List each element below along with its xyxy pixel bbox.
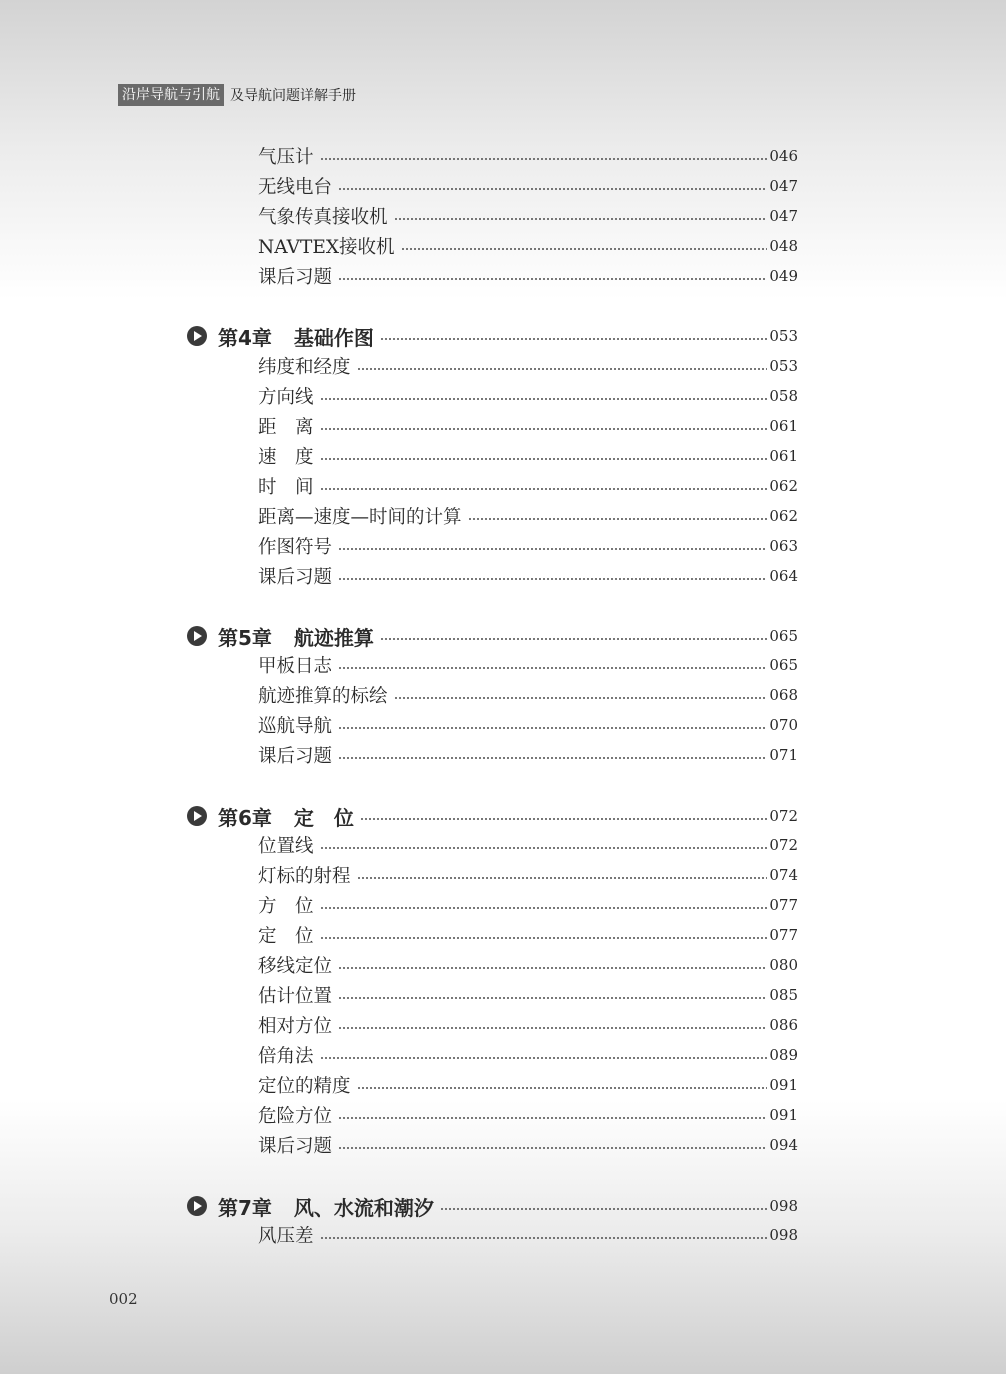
toc-entry[interactable] — [258, 1102, 798, 1128]
toc-entry[interactable] — [258, 922, 798, 948]
toc-entry[interactable] — [258, 982, 798, 1008]
toc-entry-title: 气象传真接收机 — [258, 207, 388, 228]
toc-entry-page: 091 — [769, 1076, 798, 1094]
toc-entry-page: 047 — [769, 177, 798, 195]
toc-entry[interactable] — [258, 862, 798, 888]
chapter-number: 第4章 — [218, 325, 272, 350]
leader-dots — [320, 907, 768, 909]
chapter-page: 065 — [769, 627, 798, 645]
leader-dots — [338, 967, 767, 969]
toc-entry-title: 作图符号 — [258, 537, 333, 558]
toc-entry[interactable] — [258, 503, 798, 529]
chapter-page: 072 — [769, 807, 798, 825]
leader-dots — [320, 398, 768, 400]
toc-entry[interactable] — [258, 173, 798, 199]
toc-entry[interactable] — [258, 203, 798, 229]
leader-dots — [380, 638, 767, 640]
toc-entry[interactable] — [258, 383, 798, 409]
leader-dots — [320, 937, 768, 939]
chapter-number: 第5章 — [218, 625, 272, 650]
toc-entry-page: 077 — [769, 896, 798, 914]
chapter-title: 基础作图 — [293, 325, 374, 350]
toc-entry-title: 课后习题 — [258, 1136, 333, 1157]
toc-entry-title: 无线电台 — [258, 177, 333, 198]
toc-entry-title: 课后习题 — [258, 267, 333, 288]
toc-entry-page: 064 — [769, 567, 798, 585]
play-circle-icon — [187, 806, 207, 826]
leader-dots — [401, 248, 768, 250]
toc-entry[interactable] — [258, 1132, 798, 1158]
toc-entry-title: 时 间 — [258, 477, 314, 498]
chapter-6-heading[interactable] — [187, 803, 798, 829]
toc-entry[interactable] — [258, 652, 798, 678]
leader-dots — [320, 847, 768, 849]
leader-dots — [394, 218, 768, 220]
chapter-5-heading[interactable] — [187, 623, 798, 649]
leader-dots — [320, 1237, 768, 1239]
chapter-page: 098 — [769, 1197, 798, 1215]
toc-entry[interactable] — [258, 952, 798, 978]
toc-entry-title: 课后习题 — [258, 567, 333, 588]
toc-entry-title: 危险方位 — [258, 1106, 333, 1127]
toc-entry-page: 089 — [769, 1046, 798, 1064]
toc-entry-page: 063 — [769, 537, 798, 555]
toc-entry-page: 094 — [769, 1136, 798, 1154]
toc-entry-title: 课后习题 — [258, 746, 333, 767]
leader-dots — [394, 697, 768, 699]
toc-entry-title: 相对方位 — [258, 1016, 333, 1037]
book-subtitle: 及导航问题详解手册 — [230, 88, 356, 104]
toc-entry[interactable] — [258, 1012, 798, 1038]
chapter-number: 第7章 — [218, 1195, 272, 1220]
chapter-number: 第6章 — [218, 805, 272, 830]
chapter-7-heading[interactable] — [187, 1193, 798, 1219]
chapter-page: 053 — [769, 327, 798, 345]
toc-entry-page: 086 — [769, 1016, 798, 1034]
toc-entry-title: 灯标的射程 — [258, 866, 351, 887]
leader-dots — [357, 1087, 768, 1089]
toc-entry-page: 085 — [769, 986, 798, 1004]
toc-entry-title: 巡航导航 — [258, 716, 333, 737]
toc-entry-title: 速 度 — [258, 447, 314, 468]
leader-dots — [338, 727, 767, 729]
toc-entry[interactable] — [258, 143, 798, 169]
toc-entry-title: 移线定位 — [258, 956, 333, 977]
chapter-title: 定 位 — [293, 805, 354, 830]
toc-entry-title: 航迹推算的标绘 — [258, 686, 388, 707]
play-circle-icon — [187, 626, 207, 646]
toc-entry[interactable] — [258, 1072, 798, 1098]
toc-entry[interactable] — [258, 473, 798, 499]
leader-dots — [338, 188, 767, 190]
leader-dots — [440, 1208, 767, 1210]
leader-dots — [320, 428, 768, 430]
toc-entry[interactable] — [258, 263, 798, 289]
toc-entry[interactable] — [258, 533, 798, 559]
play-circle-icon — [187, 1196, 207, 1216]
toc-entry-page: 046 — [769, 147, 798, 165]
toc-entry-page: 048 — [769, 237, 798, 255]
toc-entry-page: 068 — [769, 686, 798, 704]
toc-entry-title: 风压差 — [258, 1226, 314, 1247]
toc-entry-page: 074 — [769, 866, 798, 884]
toc-entry[interactable] — [258, 1222, 798, 1248]
leader-dots — [320, 1057, 768, 1059]
leader-dots — [338, 1117, 767, 1119]
toc-entry-page: 047 — [769, 207, 798, 225]
toc-entry-title: 甲板日志 — [258, 656, 333, 677]
leader-dots — [360, 818, 767, 820]
toc-entry-page: 053 — [769, 357, 798, 375]
toc-entry-page: 065 — [769, 656, 798, 674]
toc-entry-title: 方 位 — [258, 896, 314, 917]
toc-entry[interactable] — [258, 742, 798, 768]
leader-dots — [320, 158, 768, 160]
toc-entry-page: 080 — [769, 956, 798, 974]
chapter-title: 航迹推算 — [293, 625, 374, 650]
toc-entry-title: 纬度和经度 — [258, 357, 351, 378]
toc-entry-page: 070 — [769, 716, 798, 734]
toc-entry-title: 距离—速度—时间的计算 — [258, 507, 462, 528]
toc-entry-page: 049 — [769, 267, 798, 285]
toc-entry[interactable] — [258, 233, 798, 259]
toc-entry-title: 距 离 — [258, 417, 314, 438]
leader-dots — [357, 877, 768, 879]
chapter-4-heading[interactable] — [187, 323, 798, 349]
leader-dots — [357, 368, 768, 370]
toc-entry-title: NAVTEX接收机 — [258, 237, 395, 258]
toc-entry-title: 估计位置 — [258, 986, 333, 1007]
leader-dots — [338, 1147, 767, 1149]
toc-entry[interactable] — [258, 413, 798, 439]
leader-dots — [320, 488, 768, 490]
leader-dots — [338, 1027, 767, 1029]
toc-entry-page: 062 — [769, 477, 798, 495]
toc-entry-page: 058 — [769, 387, 798, 405]
toc-entry[interactable] — [258, 353, 798, 379]
book-title: 沿岸导航与引航 — [118, 84, 224, 106]
leader-dots — [380, 338, 767, 340]
toc-entry-title: 定位的精度 — [258, 1076, 351, 1097]
toc-entry-title: 倍角法 — [258, 1046, 314, 1067]
toc-entry-title: 定 位 — [258, 926, 314, 947]
toc-entry[interactable] — [258, 832, 798, 858]
toc-entry-title: 气压计 — [258, 147, 314, 168]
leader-dots — [338, 548, 767, 550]
toc-entry-page: 061 — [769, 447, 798, 465]
leader-dots — [320, 458, 768, 460]
leader-dots — [338, 278, 767, 280]
leader-dots — [468, 518, 768, 520]
leader-dots — [338, 667, 767, 669]
toc-entry-page: 072 — [769, 836, 798, 854]
toc-entry-title: 方向线 — [258, 387, 314, 408]
leader-dots — [338, 997, 767, 999]
chapter-title: 风、水流和潮汐 — [293, 1195, 434, 1220]
toc-entry-page: 071 — [769, 746, 798, 764]
toc-entry[interactable] — [258, 712, 798, 738]
toc-entry[interactable] — [258, 892, 798, 918]
toc-entry-page: 077 — [769, 926, 798, 944]
toc-entry[interactable] — [258, 1042, 798, 1068]
leader-dots — [338, 578, 767, 580]
play-circle-icon — [187, 326, 207, 346]
toc-entry[interactable] — [258, 682, 798, 708]
toc-entry[interactable] — [258, 443, 798, 469]
toc-entry-page: 091 — [769, 1106, 798, 1124]
toc-entry-page: 061 — [769, 417, 798, 435]
toc-entry[interactable] — [258, 563, 798, 589]
toc-entry-title: 位置线 — [258, 836, 314, 857]
toc-entry-page: 062 — [769, 507, 798, 525]
toc-entry-page: 098 — [769, 1226, 798, 1244]
page-number: 002 — [109, 1290, 138, 1308]
leader-dots — [338, 757, 767, 759]
